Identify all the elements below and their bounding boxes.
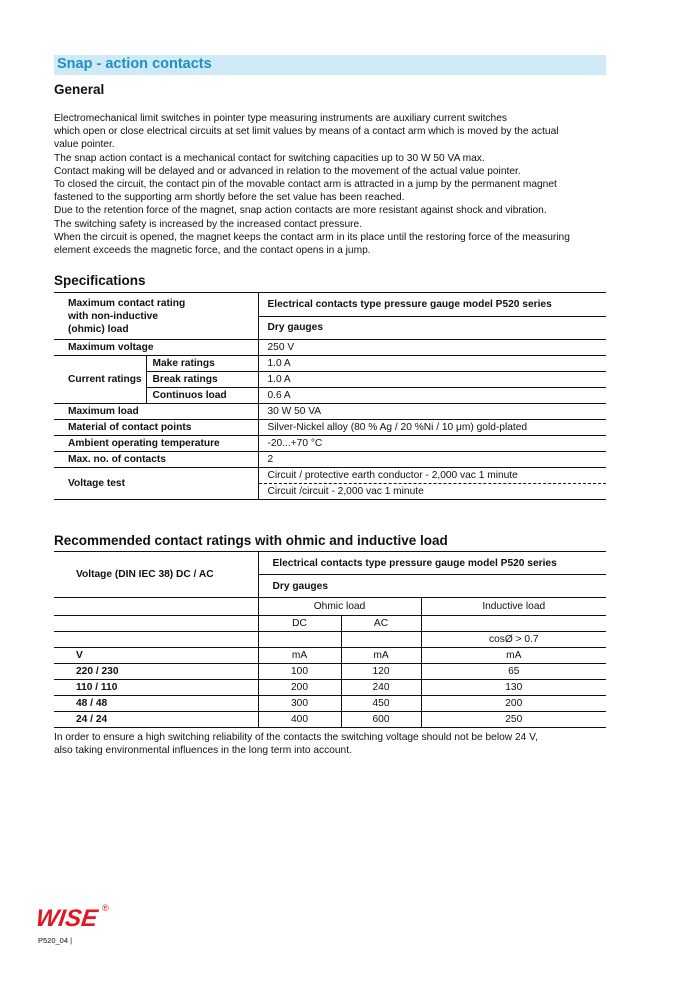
general-line: To closed the circuit, the contact pin of the movable contact arm is attracted in a jump by the permanent magnet — [54, 179, 557, 191]
general-line: fastened to the supporting arm shortly before the set value has been reached. — [54, 192, 405, 204]
dc-header: DC — [258, 616, 341, 632]
document-code: P520_04 | — [38, 936, 73, 945]
note-line: also taking environmental influences in the long term into account. — [54, 745, 352, 757]
registered-mark: ® — [102, 903, 109, 913]
page-title: Snap - action contacts — [57, 56, 212, 72]
inductive-value: 200 — [421, 696, 606, 712]
general-line: Contact making will be delayed and or advanced in relation to the movement of the actual value pointer. — [54, 165, 521, 177]
ac-value: 120 — [341, 664, 421, 680]
voltage-value: 24 / 24 — [54, 712, 258, 728]
dc-value: 200 — [258, 680, 341, 696]
dc-value: 100 — [258, 664, 341, 680]
max-voltage-value: 250 V — [258, 340, 606, 356]
voltage-value: 48 / 48 — [54, 696, 258, 712]
general-line: value pointer. — [54, 139, 115, 151]
unit-ma-ac: mA — [341, 648, 421, 664]
ambient-temperature-value: -20...+70 °C — [258, 436, 606, 452]
max-load-label: Maximum load — [54, 404, 258, 420]
make-ratings-value: 1.0 A — [258, 356, 606, 372]
table-row — [54, 712, 606, 728]
general-line: element exceeds the magnetic force, and the contact opens in a jump. — [54, 245, 371, 257]
empty-cell — [54, 632, 258, 648]
empty-cell — [54, 616, 258, 632]
empty-cell — [421, 616, 606, 632]
ambient-temperature-label: Ambient operating temperature — [54, 436, 258, 452]
make-ratings-label: Make ratings — [146, 356, 258, 372]
max-load-value: 30 W 50 VA — [258, 404, 606, 420]
empty-cell — [258, 632, 341, 648]
inductive-value: 65 — [421, 664, 606, 680]
section-banner — [54, 55, 606, 75]
recommendation-note — [54, 731, 614, 757]
max-contacts-value: 2 — [258, 452, 606, 468]
inductive-value: 130 — [421, 680, 606, 696]
recommended-ratings-table — [54, 551, 606, 728]
voltage-test-value-2: Circuit /circuit - 2,000 vac 1 minute — [258, 484, 606, 500]
continuous-load-value: 0.6 A — [267, 390, 291, 401]
general-paragraph — [54, 112, 614, 257]
cos-phi-label: cosØ > 0.7 — [488, 634, 539, 645]
general-heading: General — [54, 82, 105, 97]
ohmic-load-header: Ohmic load — [258, 598, 421, 616]
inductive-load-header: Inductive load — [421, 598, 606, 616]
ac-header: AC — [341, 616, 421, 632]
general-line: When the circuit is opened, the magnet keeps the contact arm in its place until the restoring force of the measuring — [54, 231, 570, 243]
continuous-load-label: Continuos load — [146, 388, 258, 404]
unit-ma-dc: mA — [258, 648, 341, 664]
ac-value: 600 — [341, 712, 421, 728]
wise-logo: WISE — [34, 905, 100, 932]
voltage-value: 220 / 230 — [54, 664, 258, 680]
rating-label-line: (ohmic) load — [68, 324, 129, 335]
general-line: Electromechanical limit switches in pointer type measuring instruments are auxiliary current switches — [54, 113, 507, 124]
table-row — [54, 680, 606, 696]
unit-ma-inductive: mA — [421, 648, 606, 664]
specifications-table — [54, 292, 606, 500]
specifications-heading: Specifications — [54, 273, 146, 288]
ac-value: 240 — [341, 680, 421, 696]
ac-value: 450 — [341, 696, 421, 712]
rating-label-line: Maximum contact rating — [68, 298, 186, 309]
general-line: The snap action contact is a mechanical contact for switching capacities up to 30 W 50 VA max. — [54, 152, 485, 164]
max-contact-rating-label — [54, 293, 258, 340]
table-row — [54, 696, 606, 712]
voltage-test-value-1: Circuit / protective earth conductor - 2,000 vac 1 minute — [267, 470, 518, 481]
general-line: The switching safety is increased by the increased contact pressure. — [54, 218, 363, 230]
voltage-value: 110 / 110 — [54, 680, 258, 696]
dc-value: 400 — [258, 712, 341, 728]
note-line: In order to ensure a high switching reliability of the contacts the switching voltage should not be below 24 V, — [54, 732, 538, 743]
voltage-column-label: Voltage (DIN IEC 38) DC / AC — [54, 552, 258, 598]
dc-value: 300 — [258, 696, 341, 712]
material-value: Silver-Nickel alloy (80 % Ag / 20 %Ni / 10 μm) gold-plated — [258, 420, 606, 436]
general-line: Due to the retention force of the magnet, snap action contacts are more resistant against shock and vibration. — [54, 205, 547, 217]
rec-column-header: Electrical contacts type pressure gauge model P520 series — [258, 552, 606, 575]
voltage-test-label: Voltage test — [54, 468, 258, 500]
empty-cell — [341, 632, 421, 648]
break-ratings-label: Break ratings — [146, 372, 258, 388]
current-ratings-label: Current ratings — [54, 356, 146, 404]
spec-dry-gauges: Dry gauges — [267, 322, 323, 334]
unit-v: V — [54, 648, 258, 664]
table-row — [54, 664, 606, 680]
spec-column-header: Electrical contacts type pressure gauge model P520 series — [258, 293, 606, 317]
material-label: Material of contact points — [54, 420, 258, 436]
break-ratings-value: 1.0 A — [258, 372, 606, 388]
max-voltage-label: Maximum voltage — [54, 340, 258, 356]
rating-label-line: with non-inductive — [68, 311, 158, 322]
general-line: which open or close electrical circuits at set limit values by means of a contact arm which is moved by the actual — [54, 126, 559, 138]
rec-dry-gauges: Dry gauges — [272, 580, 328, 592]
recommended-heading: Recommended contact ratings with ohmic and inductive load — [54, 533, 448, 548]
inductive-value: 250 — [421, 712, 606, 728]
max-contacts-label: Max. no. of contacts — [54, 452, 258, 468]
empty-cell — [54, 598, 258, 616]
